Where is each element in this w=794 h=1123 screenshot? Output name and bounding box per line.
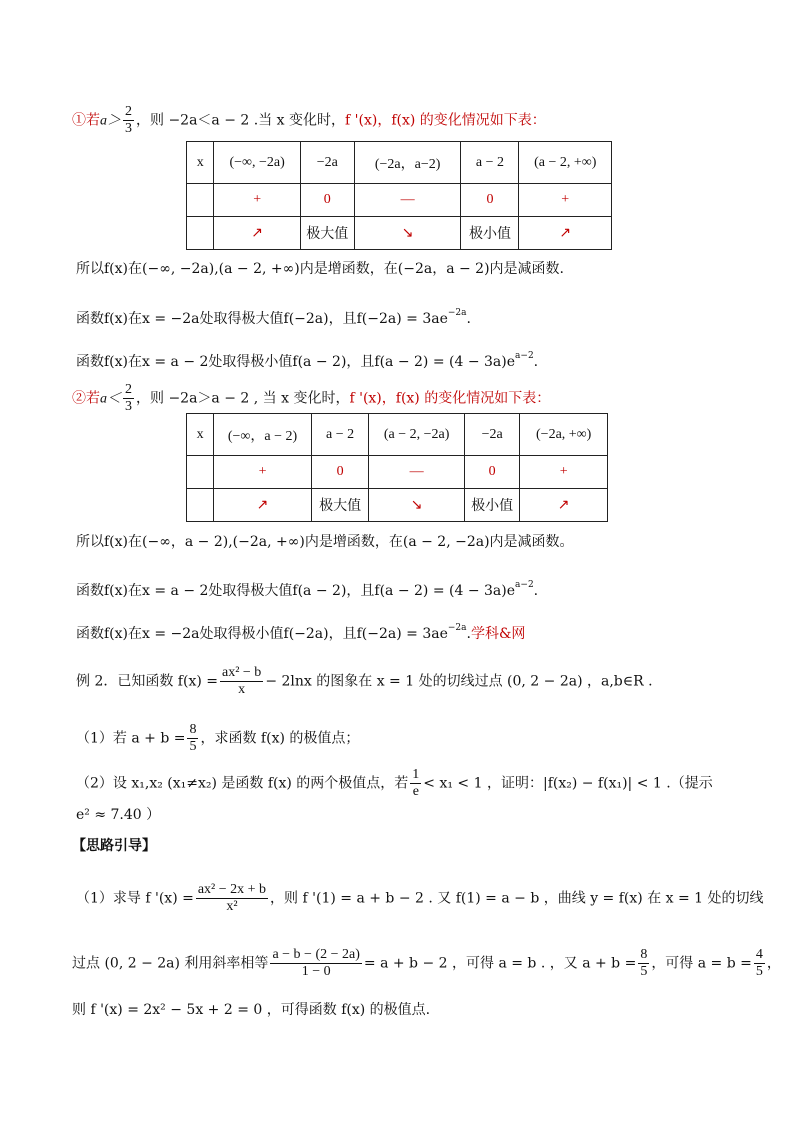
table-cell: + <box>519 184 612 217</box>
q2-frac-den: e <box>412 784 419 799</box>
case2-max-exp: a−2 <box>515 580 534 590</box>
g1-a: （1）求导 f '(x) = <box>76 890 194 907</box>
g1-b: ，则 f '(1) = a + b − 2 . 又 f(1) = a − b ，曲线 y = f(x) 在 x = 1 处的切线 <box>270 890 764 907</box>
table-cell <box>187 456 214 489</box>
increasing-arrow-icon: ↗ <box>214 489 312 522</box>
case1-cond: a＞ <box>100 113 121 129</box>
case2-mid: ，则 −2a＞a − 2 , 当 x 变化时， <box>136 390 350 407</box>
table-cell: 极小值 <box>461 217 519 250</box>
example2-statement <box>76 665 653 698</box>
table-cell: (a − 2, −2a) <box>369 414 465 456</box>
q1-frac-den: 5 <box>189 739 197 754</box>
table-cell: + <box>214 184 300 217</box>
table-cell: + <box>214 456 312 489</box>
case2-fraction <box>123 382 134 415</box>
example2-after-frac: − 2lnx 的图象在 x = 1 处的切线过点 (0, 2 − 2a) ，a,b∈R . <box>265 673 653 690</box>
case2-tail: f '(x)，f(x) 的变化情况如下表： <box>349 390 551 407</box>
case2-min-text: 函数f(x)在x = −2a处取得极小值f(−2a)，且f(−2a) = 3ae <box>76 626 448 642</box>
guide-title: 【思路引导】 <box>72 838 156 854</box>
example2-frac-den: x <box>238 682 246 697</box>
g2-frac-den: 1 − 0 <box>301 964 331 979</box>
table-cell: + <box>520 456 608 489</box>
case2-min-exp: −2a <box>447 623 467 633</box>
question-1 <box>76 722 359 755</box>
table-row <box>187 456 608 489</box>
q2-tail: < x₁ < 1 ，证明：|f(x₂) − f(x₁)| < 1 .（提示 <box>423 775 713 792</box>
increasing-arrow-icon: ↗ <box>214 217 300 250</box>
increasing-arrow-icon: ↗ <box>520 489 608 522</box>
g2-a: 过点 (0, 2 − 2a) 利用斜率相等 <box>72 955 269 972</box>
table-cell: 0 <box>461 184 519 217</box>
case1-conclusion: 所以f(x)在(−∞, −2a),(a − 2, +∞)内是增函数，在(−2a，a − 2)内是减函数. <box>76 261 564 277</box>
table-cell: (a − 2, +∞) <box>519 142 612 184</box>
g1-frac-num: ax² − 2x + b <box>197 882 267 897</box>
case2-min-line <box>76 617 525 645</box>
case1-max-end: . <box>466 311 471 327</box>
table-cell: −2a <box>464 414 519 456</box>
guide-line-3: 则 f '(x) = 2x² − 5x + 2 = 0 ，可得函数 f(x) 的极值点. <box>72 1002 431 1018</box>
case2-frac-den: 3 <box>125 399 132 414</box>
case1-tail: f '(x)，f(x) 的变化情况如下表： <box>345 112 546 129</box>
q2-frac-num: 1 <box>412 767 420 782</box>
table-cell: (−2a，a−2) <box>354 142 461 184</box>
case1-min-exp: a−2 <box>515 351 534 361</box>
table-row <box>187 414 608 456</box>
table-cell: a − 2 <box>461 142 519 184</box>
case2-cond: a＜ <box>100 391 121 407</box>
g1-fraction <box>196 882 268 915</box>
table-cell: 0 <box>311 456 368 489</box>
q2-fraction <box>410 767 421 800</box>
example2-frac-num: ax² − b <box>222 665 262 680</box>
table-cell: 0 <box>300 184 354 217</box>
table-cell: a − 2 <box>311 414 368 456</box>
increasing-arrow-icon: ↗ <box>519 217 612 250</box>
q2-hint: e² ≈ 7.40 ） <box>76 807 161 823</box>
g2-d: ， <box>766 955 781 972</box>
case1-min-end: . <box>533 354 539 370</box>
g2-fraction-2 <box>638 947 649 980</box>
case2-max-text: 函数f(x)在x = a − 2处取得极大值f(a − 2)，且f(a − 2) = (4 − 3a)e <box>76 583 516 599</box>
table-cell: 极小值 <box>464 489 519 522</box>
table-cell: — <box>354 184 461 217</box>
table-cell: — <box>369 456 465 489</box>
q1-frac-num: 8 <box>189 722 197 737</box>
table-cell: (−2a, +∞) <box>520 414 608 456</box>
decreasing-arrow-icon: ↘ <box>369 489 465 522</box>
case2-variation-table <box>186 413 608 522</box>
question-2 <box>76 767 713 800</box>
table-cell: x <box>187 414 214 456</box>
decreasing-arrow-icon: ↘ <box>354 217 461 250</box>
table-cell: 极大值 <box>311 489 368 522</box>
table-cell: x <box>187 142 214 184</box>
example2-label: 例 2．已知函数 f(x) = <box>76 673 218 690</box>
g2-frac3-den: 5 <box>755 964 763 979</box>
g2-frac3-num: 4 <box>755 947 763 962</box>
case1-min-text: 函数f(x)在x = a − 2处取得极小值f(a − 2)，且f(a − 2) = (4 − 3a)e <box>76 354 516 370</box>
table-cell: (−∞, −2a) <box>214 142 300 184</box>
case1-prefix: ①若 <box>72 112 100 129</box>
guide-line-2 <box>72 947 781 980</box>
g2-frac2-num: 8 <box>640 947 648 962</box>
case1-frac-den: 3 <box>125 121 132 136</box>
case1-fraction <box>123 104 134 137</box>
g2-frac-num: a − b − (2 − 2a) <box>272 947 360 962</box>
guide-line-1 <box>76 882 764 915</box>
case2-frac-num: 2 <box>125 382 132 397</box>
table-cell: −2a <box>300 142 354 184</box>
case2-max-line <box>76 574 538 602</box>
case1-max-line <box>76 302 471 330</box>
g2-frac2-den: 5 <box>640 964 648 979</box>
q2-text: （2）设 x₁,x₂ (x₁≠x₂) 是函数 f(x) 的两个极值点，若 <box>76 775 409 792</box>
case2-prefix: ②若 <box>72 390 100 407</box>
g1-frac-den: x² <box>226 899 238 914</box>
table-row <box>187 489 608 522</box>
table-cell <box>187 489 214 522</box>
table-row <box>187 217 612 250</box>
case1-header <box>72 104 546 137</box>
g2-b: = a + b − 2 ，可得 a = b . ，又 a + b = <box>363 955 637 972</box>
case1-max-text: 函数f(x)在x = −2a处取得极大值f(−2a)，且f(−2a) = 3ae <box>76 311 448 327</box>
case1-variation-table <box>186 141 612 250</box>
table-row <box>187 184 612 217</box>
case1-min-line <box>76 345 538 373</box>
table-cell <box>187 184 214 217</box>
q1-fraction <box>187 722 198 755</box>
table-row <box>187 142 612 184</box>
case2-max-end: . <box>533 583 539 599</box>
table-cell: (−∞，a − 2) <box>214 414 312 456</box>
g2-fraction <box>270 947 361 980</box>
example2-fraction <box>220 665 263 698</box>
q1-tail: ，求函数 f(x) 的极值点； <box>200 730 360 747</box>
watermark-text: 学科&网 <box>470 626 526 642</box>
case2-header <box>72 382 550 415</box>
g2-fraction-3 <box>754 947 765 980</box>
case2-conclusion: 所以f(x)在(−∞，a − 2),(−2a, +∞)内是增函数，在(a − 2, −2a)内是减函数。 <box>76 534 574 550</box>
table-cell: 极大值 <box>300 217 354 250</box>
case2-min-end: . <box>466 626 471 642</box>
case1-mid: ，则 −2a＜a − 2 .当 x 变化时， <box>136 112 346 129</box>
table-cell: 0 <box>464 456 519 489</box>
table-cell <box>187 217 214 250</box>
case1-frac-num: 2 <box>125 104 132 119</box>
case1-max-exp: −2a <box>447 308 467 318</box>
g2-c: ，可得 a = b = <box>651 955 752 972</box>
q1-text: （1）若 a + b = <box>76 730 186 747</box>
